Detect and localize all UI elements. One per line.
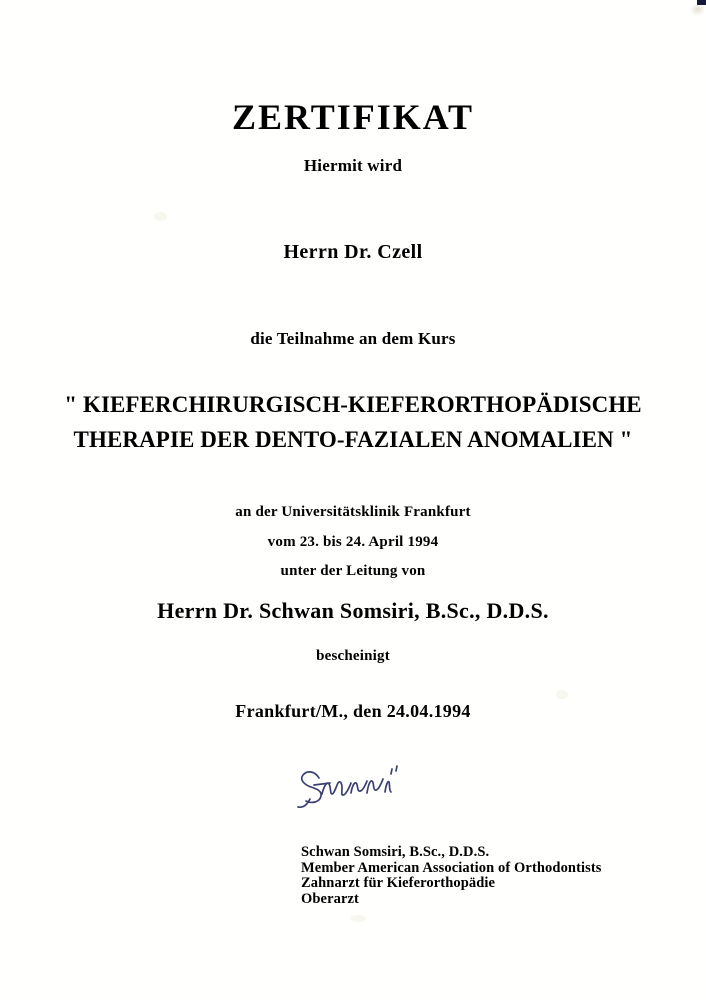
handwritten-signature-icon: [286, 752, 416, 814]
place-and-date: Frankfurt/M., den 24.04.1994: [235, 701, 471, 721]
certificate-title: ZERTIFIKAT: [231, 97, 475, 137]
course-title-line-2: THERAPIE DER DENTO-FAZIALEN ANOMALIEN ": [73, 427, 633, 452]
signatory-role: Zahnarzt für Kieferorthopädie: [301, 875, 496, 891]
venue-text: an der Universitätsklinik Frankfurt: [235, 504, 471, 520]
course-leader-name: Herrn Dr. Schwan Somsiri, B.Sc., D.D.S.: [157, 598, 549, 623]
scan-blot-right: [556, 690, 568, 699]
signature-block: [301, 845, 602, 907]
scan-artifact-smudge: [690, 5, 704, 16]
scan-blot-bottom: [350, 915, 366, 922]
course-lead-in-text: die Teilnahme an dem Kurs: [250, 329, 456, 348]
signatory-position: Oberarzt: [301, 890, 359, 907]
course-dates: vom 23. bis 24. April 1994: [267, 534, 439, 550]
confirmation-text: bescheinigt: [316, 648, 390, 664]
signatory-name: Schwan Somsiri, B.Sc., D.D.S.: [301, 844, 490, 860]
course-title-line-1: " KIEFERCHIRURGISCH-KIEFERORTHOPÄDISCHE: [64, 392, 642, 417]
recipient-name: Herrn Dr. Czell: [283, 241, 423, 263]
leader-lead-in-text: unter der Leitung von: [280, 563, 426, 579]
signatory-affiliation: Member American Association of Orthodontists: [301, 859, 602, 876]
intro-text: Hiermit wird: [303, 156, 403, 175]
scan-blot-left: [154, 212, 167, 221]
